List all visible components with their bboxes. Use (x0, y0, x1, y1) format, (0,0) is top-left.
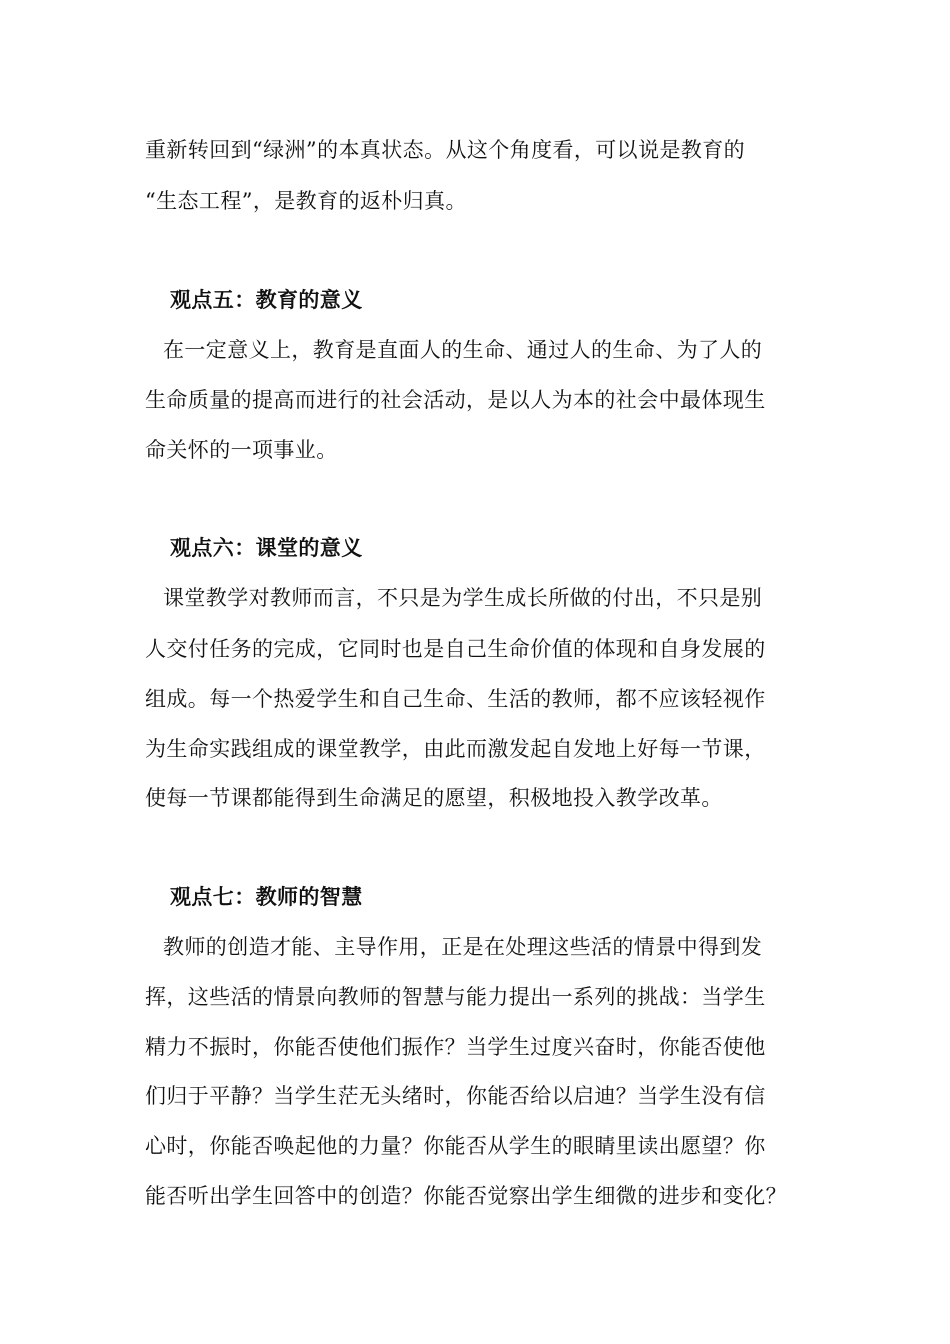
body-text-line: 在一定意义上，教育是直面人的生命、通过人的生命、为了人的 (163, 338, 763, 362)
body-text-line: 精力不振时，你能否使他们振作？当学生过度兴奋时，你能否使他 (145, 1035, 766, 1059)
body-text-line: 生命质量的提高而进行的社会活动，是以人为本的社会中最体现生 (145, 388, 766, 412)
body-text-line: 教师的创造才能、主导作用，正是在处理这些活的情景中得到发 (163, 935, 763, 959)
section-heading-5: 观点五：教育的意义 (170, 287, 363, 312)
section-heading-6: 观点六：课堂的意义 (170, 535, 363, 560)
body-text-line: “生态工程”，是教育的返朴归真。 (145, 189, 467, 213)
body-text-line: 课堂教学对教师而言，不只是为学生成长所做的付出，不只是别 (163, 586, 763, 610)
section-heading-7: 观点七：教师的智慧 (170, 884, 363, 909)
body-text-line: 挥，这些活的情景向教师的智慧与能力提出一系列的挑战：当学生 (145, 985, 766, 1009)
body-text-line: 们归于平静？当学生茫无头绪时，你能否给以启迪？当学生没有信 (145, 1084, 766, 1108)
body-text-line: 命关怀的一项事业。 (145, 438, 338, 462)
body-text-line: 使每一节课都能得到生命满足的愿望，积极地投入教学改革。 (145, 786, 723, 810)
body-text-line: 为生命实践组成的课堂教学，由此而激发起自发地上好每一节课， (145, 737, 766, 761)
body-text-line: 组成。每一个热爱学生和自己生命、生活的教师，都不应该轻视作 (145, 687, 766, 711)
body-text-line: 人交付任务的完成，它同时也是自己生命价值的体现和自身发展的 (145, 637, 766, 661)
body-text-line: 能否听出学生回答中的创造？你能否觉察出学生细微的进步和变化？ (145, 1184, 787, 1208)
body-text-line: 心时，你能否唤起他的力量？你能否从学生的眼睛里读出愿望？你 (145, 1134, 766, 1158)
body-text-line: 重新转回到“绿洲”的本真状态。从这个角度看，可以说是教育的 (145, 138, 746, 162)
